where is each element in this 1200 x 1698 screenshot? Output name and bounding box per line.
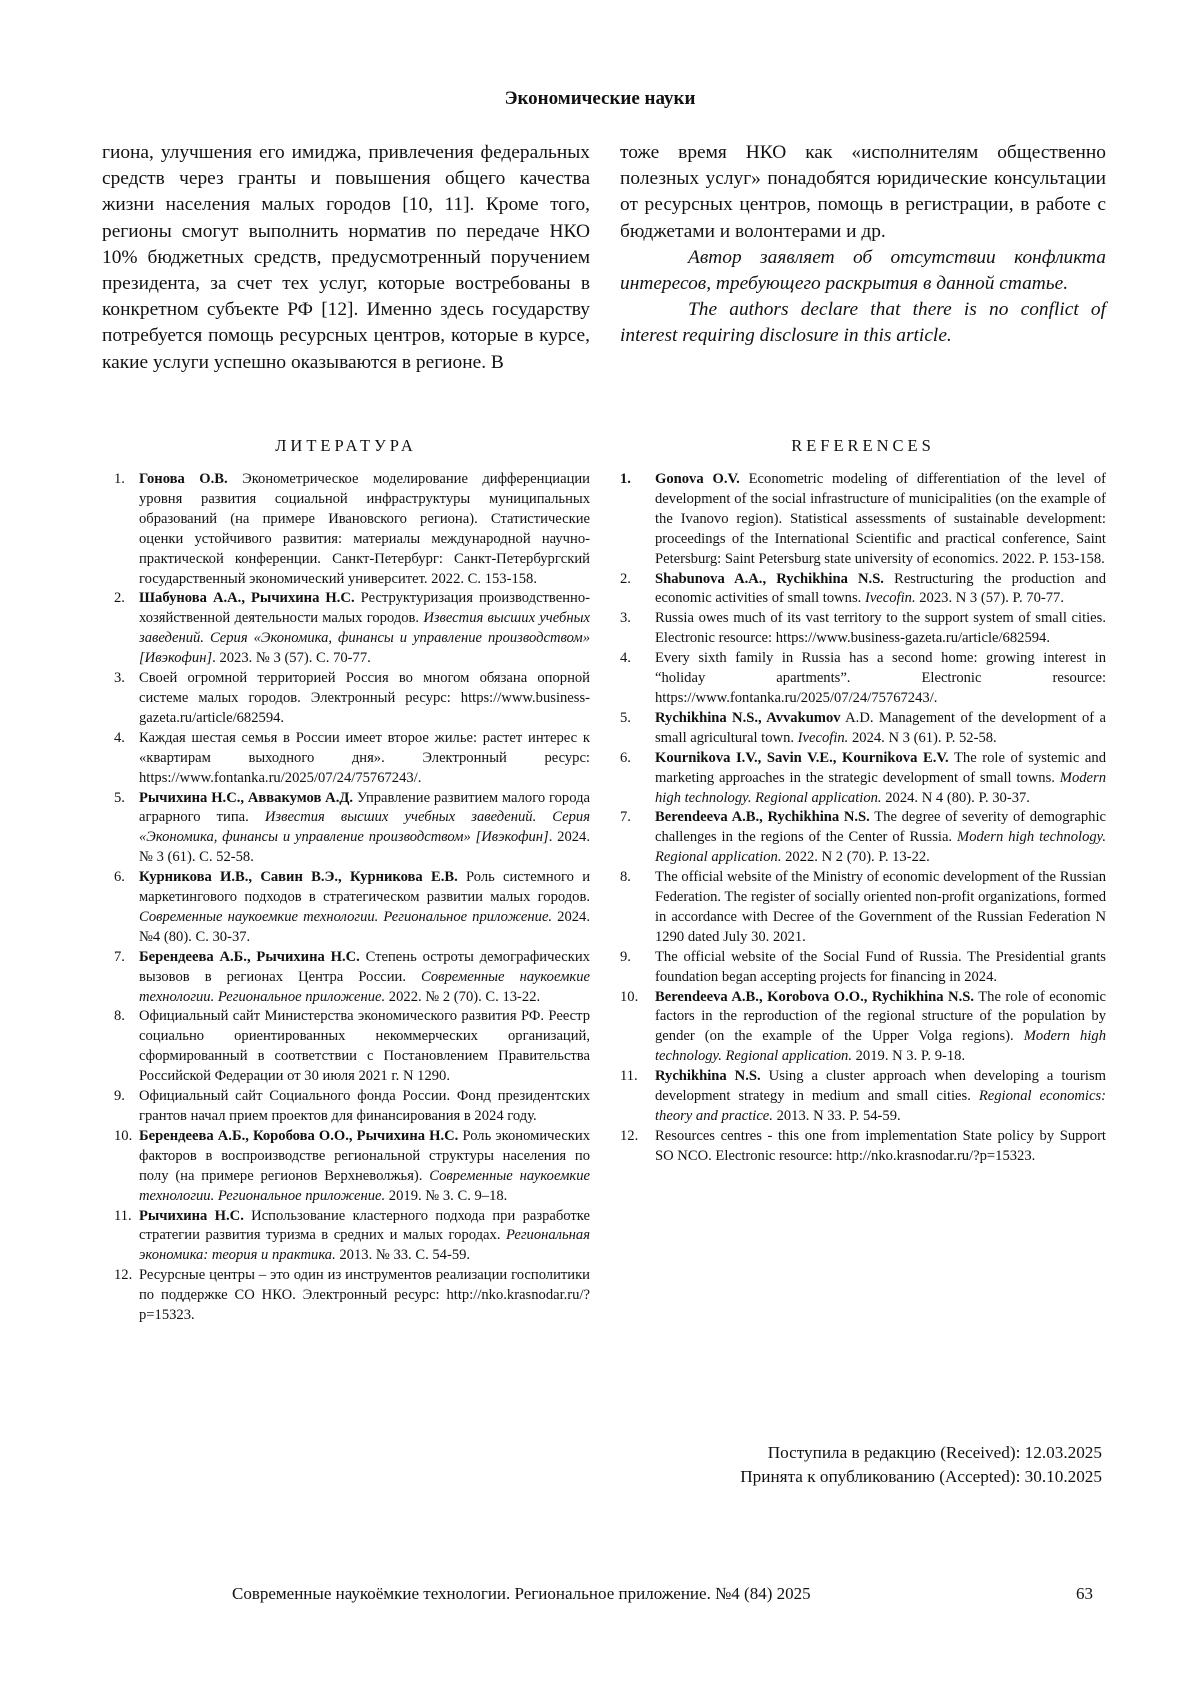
item-body: The role of economic factors in the reproduction of the regional structure of the population by gender (on the example of the Upper Volga regions). (655, 988, 1106, 1045)
item-number: 7. (114, 948, 125, 965)
item-number: 7. (620, 809, 631, 826)
item-authors: Kournikova I.V., Savin V.E., Kournikova E.V. (655, 749, 949, 766)
page-number: 63 (1076, 1584, 1093, 1603)
item-number: 9. (620, 948, 631, 965)
item-text (655, 609, 1106, 649)
reference-item (620, 749, 1106, 809)
item-tail: 2022. N 2 (70). P. 13-22. (781, 849, 930, 866)
item-number: 1. (620, 471, 631, 487)
item-authors: Гонова О.В. (139, 471, 228, 487)
literature-item (102, 1266, 590, 1326)
item-body: The official website of the Social Fund of Russia. The Presidential grants foundation began accepting projects for financing in 2024. (655, 948, 1106, 985)
item-text (139, 789, 590, 869)
literature-title: ЛИТЕРАТУРА (275, 436, 417, 455)
item-tail: 2023. N 3 (57). P. 70-77. (915, 590, 1064, 607)
item-number: 12. (114, 1267, 133, 1284)
item-authors: Berendeeva A.B., Korobova O.O., Rychikhina N.S. (655, 988, 975, 1005)
item-number: 5. (620, 709, 631, 726)
item-body: Russia owes much of its vast territory to the support system of small cities. Electronic resource: https://www.business-gazeta.ru/article/682594. (655, 610, 1106, 647)
item-number: 6. (620, 749, 631, 766)
item-source: Современные наукоемкие технологии. Региональное приложение. (139, 968, 591, 1005)
item-body: The role of systemic and marketing approaches in the strategic development of small towns. (655, 749, 1106, 786)
references-title: REFERENCES (791, 436, 935, 455)
item-body: Официальный сайт Социального фонда России. Фонд президентских грантов начал прием проектов для финансирования в 2024 году. (139, 1088, 590, 1124)
item-number: 6. (114, 869, 125, 886)
reference-item (620, 470, 1106, 570)
item-text (139, 470, 590, 589)
item-tail: 2024. №4 (80). С. 30-37. (139, 908, 590, 945)
item-authors: Рычихина Н.С. (139, 1207, 244, 1224)
item-number: 4. (114, 729, 125, 746)
item-source: Современные наукоемкие технологии. Региональное приложение. (139, 1167, 590, 1204)
item-authors: Рычихина Н.С., Аввакумов А.Д. (139, 789, 354, 806)
body-text-left (102, 140, 590, 376)
item-number: 9. (114, 1088, 125, 1105)
item-text (655, 649, 1106, 709)
reference-item (620, 948, 1106, 988)
item-text (139, 1087, 590, 1127)
item-text (655, 709, 1106, 749)
item-body: The degree of severity of demographic challenges in the regions of the Center of Russia. (655, 809, 1106, 846)
item-number: 8. (114, 1008, 125, 1025)
item-text (139, 868, 590, 948)
item-text (139, 1127, 590, 1207)
item-text (655, 948, 1106, 988)
item-body: A.D. Management of the development of a small agricultural town. (655, 709, 1106, 746)
accepted-date: Принята к опубликованию (Accepted): 30.10.2025 (740, 1467, 1102, 1486)
reference-item (620, 649, 1106, 709)
item-body: Управление развитием малого города аграрного типа. (139, 789, 590, 826)
item-tail: . 2024. № 3 (61). С. 52-58. (139, 829, 590, 866)
item-tail: 2013. N 33. P. 54-59. (772, 1108, 901, 1124)
literature-item (102, 669, 590, 729)
item-source: Modern high technology. Regional application. (655, 1028, 1106, 1065)
item-body: Официальный сайт Министерства экономического развития РФ. Реестр социально ориентированных некоммерческих организаций, сформированный в соответствии с Постановлением Правительства Российской Федерации от 30 июля 2021 г. N 1290. (139, 1008, 590, 1085)
item-authors: Berendeeva A.B., Rychikhina N.S. (655, 809, 870, 826)
item-number: 11. (114, 1207, 132, 1224)
item-body: Every sixth family in Russia has a second home: growing interest in “holiday apartments”. Electronic resource: https://www.fontanka.ru/2025/07/24/75767243/. (655, 650, 1106, 706)
item-text (655, 1127, 1106, 1167)
literature-item (102, 470, 590, 589)
item-body: Использование кластерного подхода при разработке стратегии развития туризма в средних и малых городах. (139, 1207, 590, 1244)
item-text (139, 729, 590, 789)
reference-item (620, 609, 1106, 649)
item-text (139, 1266, 590, 1326)
section-header: Экономические науки (504, 88, 696, 109)
body-paragraph-left: гиона, улучшения его имиджа, привлечения федеральных средств через гранты и повышения общего качества жизни населения малых городов [10, 11]. Кроме того, регионы смогут выполнить норматив по передаче НКО 10% бюджетных средств, предусмотренный поручением президента, за счет тех услуг, которые востребованы в конкретном субъекте РФ [12]. Именно здесь государству потребуется помощь ресурсных центров, которые в курсе, какие услуги успешно оказываются в регионе. В (102, 142, 590, 373)
literature-item (102, 589, 590, 669)
reference-item (620, 709, 1106, 749)
body-text-right (620, 140, 1106, 350)
item-tail: 2024. N 4 (80). P. 30-37. (881, 789, 1030, 806)
item-number: 10. (114, 1127, 133, 1144)
item-text (655, 868, 1106, 948)
item-authors: Rychikhina N.S. (655, 1068, 761, 1085)
item-authors: Gonova O.V. (655, 471, 740, 487)
item-body: Эконометрическое моделирование дифференциации уровня развития социальной инфраструктуры муниципальных образований (на примере Ивановского региона). Статистические оценки устойчивого развития: материалы международной научно-практической конференции. Санкт-Петербург: Санкт-Петербургский государственный экономический университет. 2022. С. 153-158. (139, 471, 590, 587)
item-text (655, 808, 1106, 868)
item-source: Современные наукоемкие технологии. Региональное приложение. (139, 908, 553, 925)
literature-item (102, 1007, 590, 1087)
item-number: 3. (114, 670, 125, 687)
literature-item (102, 1087, 590, 1127)
references-list (620, 470, 1106, 1167)
literature-item (102, 729, 590, 789)
item-authors: Берендеева А.Б., Коробова О.О., Рычихина Н.С. (139, 1127, 459, 1144)
item-number: 11. (620, 1068, 638, 1085)
item-number: 2. (620, 570, 631, 587)
item-text (655, 470, 1106, 570)
item-number: 1. (114, 471, 125, 487)
reference-item (620, 570, 1106, 610)
item-text (139, 669, 590, 729)
item-authors: Shabunova A.A., Rychikhina N.S. (655, 570, 884, 587)
literature-item (102, 789, 590, 869)
item-number: 10. (620, 988, 639, 1005)
item-number: 4. (620, 650, 631, 667)
item-text (655, 749, 1106, 809)
reference-item (620, 1067, 1106, 1127)
item-number: 2. (114, 590, 125, 607)
item-body: Econometric modeling of differentiation of the level of development of the social infrastructure of municipalities (on the example of the Ivanovo region). Statistical assessments of sustainable development: proceedings of the International Scientific and practical conference, Saint Petersburg: Saint Petersburg state university of economics. 2022. P. 153-158. (655, 471, 1106, 567)
item-body: Ресурсные центры – это один из инструментов реализации госполитики по поддержке СО НКО. Электронный ресурс: http://nko.krasnodar.ru/?p=15323. (139, 1267, 590, 1324)
item-body: Каждая шестая семья в России имеет второе жилье: растет интерес к «квартирам выходного дня». Электронный ресурс: https://www.fontanka.ru/2025/07/24/75767243/. (139, 729, 590, 786)
item-tail: 2022. № 2 (70). С. 13-22. (385, 988, 541, 1005)
item-tail: 2019. № 3. С. 9–18. (385, 1187, 508, 1204)
item-text (655, 1067, 1106, 1127)
conflict-statement-en: The authors declare that there is no conflict of interest requiring disclosure in this article. (620, 299, 1106, 347)
literature-item (102, 1207, 590, 1267)
item-number: 3. (620, 610, 631, 627)
conflict-statement-ru: Автор заявляет об отсутствии конфликта интересов, требующего раскрытия в данной статье. (620, 246, 1106, 295)
item-number: 5. (114, 789, 125, 806)
body-paragraph-right: тоже время НКО как «исполнителям общественно полезных услуг» понадобятся юридические консультации от ресурсных центров, помощь в регистрации, в работе с бюджетами и волонтерами и др. (620, 142, 1106, 242)
literature-item (102, 948, 590, 1008)
item-tail: 2019. N 3. P. 9-18. (851, 1048, 966, 1065)
reference-item (620, 808, 1106, 868)
item-body: Степень остроты демографических вызовов в регионах Центра России. (139, 948, 590, 985)
item-number: 8. (620, 869, 631, 886)
item-text (139, 1207, 590, 1267)
item-source: Regional economics: theory and practice. (655, 1088, 1106, 1124)
item-source: Известия высших учебных заведений. Серия «Экономика, финансы и управление производством» [Ивэкофин] (139, 610, 590, 667)
literature-item (102, 1127, 590, 1207)
literature-list (102, 470, 590, 1326)
received-date: Поступила в редакцию (Received): 12.03.2025 (767, 1443, 1102, 1462)
item-body: Using a cluster approach when developing a tourism development strategy in medium and small cities. (655, 1068, 1106, 1105)
item-text (139, 948, 590, 1008)
item-tail: . 2023. № 3 (57). С. 70-77. (212, 650, 371, 667)
item-authors: Берендеева А.Б., Рычихина Н.С. (139, 948, 360, 965)
item-body: Роль системного и маркетингового подходов в стратегическом развитии малых городов. (139, 869, 591, 906)
item-text (139, 589, 590, 669)
item-body: The official website of the Ministry of economic development of the Russian Federation. The register of socially oriented non-profit organizations, formed in accordance with Decree of the Government of the Russian Federation N 1290 dated July 30. 2021. (655, 869, 1106, 945)
item-body: Роль экономических факторов в воспроизводстве региональной структуры населения по полу (на примере регионов Верхневолжья). (139, 1127, 590, 1184)
item-source: Modern high technology. Regional application. (655, 829, 1106, 866)
item-source: Modern high technology. Regional application. (655, 769, 1106, 806)
reference-item (620, 1127, 1106, 1167)
item-text (655, 988, 1106, 1068)
item-tail: 2013. № 33. С. 54-59. (335, 1247, 471, 1264)
item-text (139, 1007, 590, 1087)
literature-item (102, 868, 590, 948)
item-source: Ivecofin. (797, 729, 849, 746)
reference-item (620, 988, 1106, 1068)
item-number: 12. (620, 1127, 639, 1144)
item-source: Региональная экономика: теория и практика. (139, 1227, 590, 1264)
item-body: Restructuring the production and economic activities of small towns. (655, 570, 1106, 607)
item-body: Реструктуризация производственно-хозяйственной деятельности малых городов. (139, 590, 590, 627)
item-body: Resources centres - this one from implementation State policy by Support SO NCO. Electronic resource: http://nko.krasnodar.ru/?p=15323. (655, 1127, 1106, 1164)
item-source: Ivecofin. (864, 590, 916, 607)
item-source: Известия высших учебных заведений. Серия «Экономика, финансы и управление производством» [Ивэкофин] (139, 809, 590, 846)
item-text (655, 570, 1106, 610)
reference-item (620, 868, 1106, 948)
item-tail: 2024. N 3 (61). P. 52-58. (848, 729, 997, 746)
item-authors: Курникова И.В., Савин В.Э., Курникова Е.В. (139, 869, 458, 886)
item-authors: Rychikhina N.S., Avvakumov (655, 709, 841, 726)
item-body: Своей огромной территорией Россия во многом обязана опорной системе малых городов. Электронный ресурс: https://www.business-gazeta.ru/article/682594. (139, 670, 590, 726)
publication-dates (620, 1441, 1102, 1489)
journal-name: Современные наукоёмкие технологии. Региональное приложение. №4 (84) 2025 (232, 1584, 811, 1603)
item-authors: Шабунова А.А., Рычихина Н.С. (139, 590, 355, 607)
